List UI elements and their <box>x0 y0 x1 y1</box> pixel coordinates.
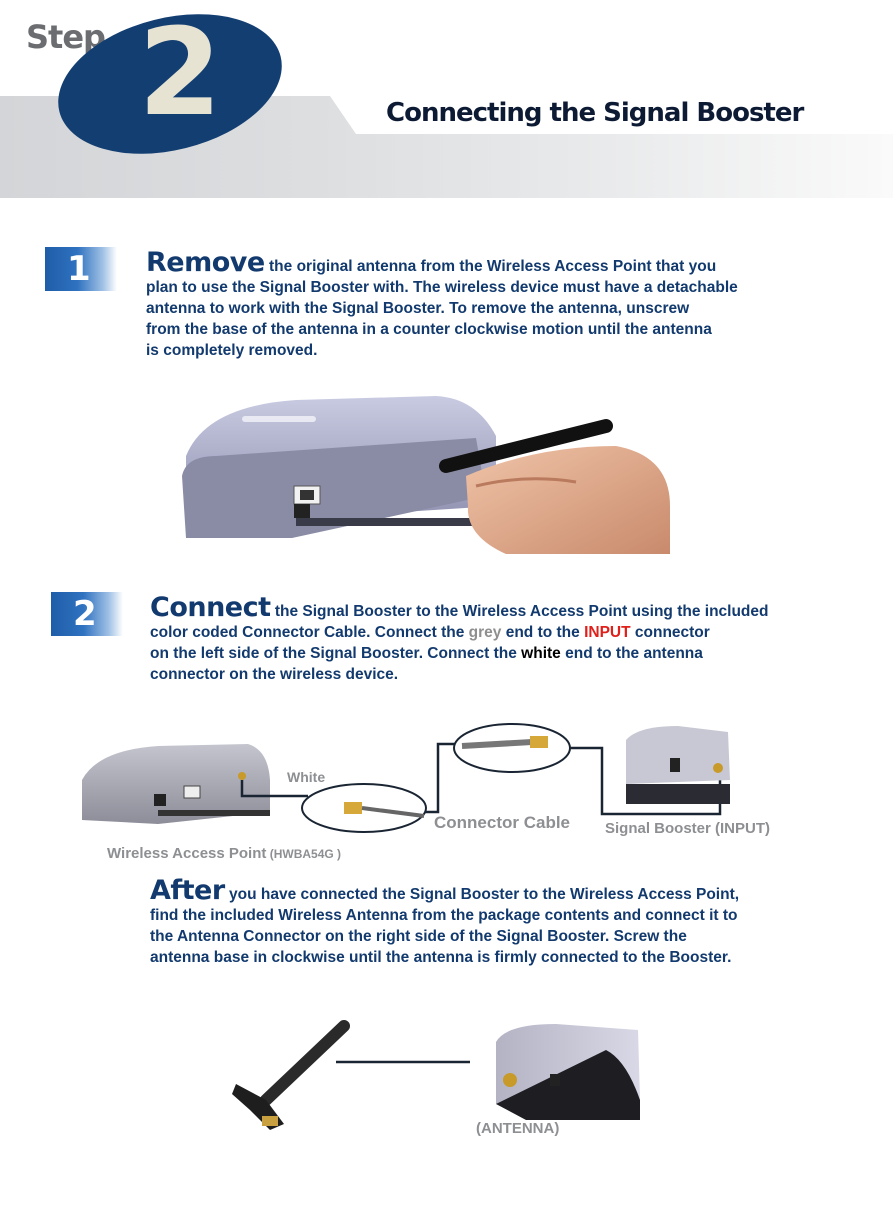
section1-line3: antenna to work with the Signal Booster. To remove the antenna, unscrew <box>146 300 690 317</box>
section2-text <box>150 592 769 685</box>
section1-line1: the original antenna from the Wireless Access Point that you <box>264 258 717 275</box>
section1-line4: from the base of the antenna in a counter clockwise motion until the antenna <box>146 321 712 338</box>
access-point-photo <box>176 386 670 554</box>
section1-line2: plan to use the Signal Booster with. The wireless device must have a detachable <box>146 279 738 296</box>
section2-line2c: connector <box>630 624 710 641</box>
access-point-label <box>107 845 341 862</box>
connector-cable-label: Connector Cable <box>434 813 571 832</box>
step-badge-1 <box>45 247 117 291</box>
section3-line2: find the included Wireless Antenna from the package contents and connect it to <box>150 907 738 924</box>
section3-line4: antenna base in clockwise until the antenna is firmly connected to the Booster. <box>150 949 732 966</box>
input-word: INPUT <box>584 624 631 641</box>
step-badge-1-number: 1 <box>67 249 91 289</box>
page-title: Connecting the Signal Booster <box>386 98 804 128</box>
section2-line1: the Signal Booster to the Wireless Access Point using the included <box>270 603 769 620</box>
section3-line3: the Antenna Connector on the right side of the Signal Booster. Screw the <box>150 928 687 945</box>
white-word: white <box>521 645 561 662</box>
section2-line3a: on the left side of the Signal Booster. Connect the <box>150 645 522 662</box>
step-badge-2 <box>51 592 123 636</box>
step-label: Step <box>26 18 105 56</box>
grey-word: grey <box>468 624 502 641</box>
section2-line2a: color coded Connector Cable. Connect the <box>150 624 469 641</box>
step-number: 2 <box>138 4 222 143</box>
section1-text <box>146 247 738 361</box>
section2-line4: connector on the wireless device. <box>150 666 399 683</box>
step-badge-2-number: 2 <box>73 594 97 634</box>
section3-lead: After <box>150 875 225 906</box>
section2-line3b: end to the antenna <box>560 645 703 662</box>
access-point-model: (HWBA54G ) <box>266 847 342 861</box>
signal-booster-input-label: Signal Booster (INPUT) <box>605 820 771 837</box>
antenna-diagram <box>226 1020 646 1140</box>
section2-lead: Connect <box>150 592 271 623</box>
antenna-label: (ANTENNA) <box>476 1120 560 1137</box>
section3-line1: you have connected the Signal Booster to the Wireless Access Point, <box>224 886 740 903</box>
section3-text <box>150 875 740 968</box>
access-point-name: Wireless Access Point <box>107 845 267 862</box>
section1-line5: is completely removed. <box>146 342 318 359</box>
white-end-label: White <box>287 769 326 785</box>
section1-lead: Remove <box>146 247 265 278</box>
section2-line2b: end to the <box>501 624 585 641</box>
